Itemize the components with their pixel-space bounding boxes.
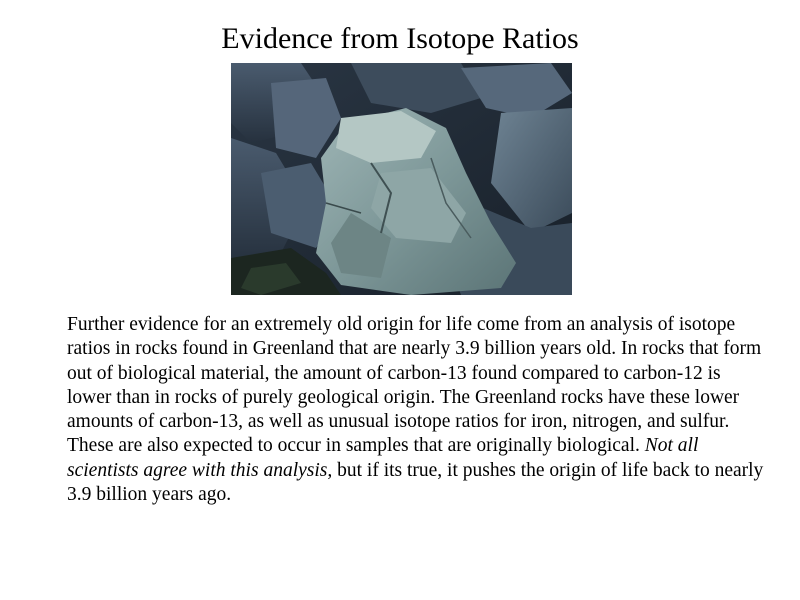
slide-body-text (67, 313, 767, 507)
slide-body-paragraph (67, 313, 767, 507)
body-text-part2: but if its true, it pushes the origin of life back to nearly 3.9 billion years ago. (67, 459, 764, 506)
greenland-rock-photo (231, 63, 572, 295)
rock-photo-illustration (231, 63, 572, 295)
body-text-part1: Further evidence for an extremely old origin for life come from an analysis of isotope ratios in rocks found in Greenland that are nearly 3.9 billion years old. In rocks that form out of biological material, the amount of carbon-13 found compared to carbon-12 is lower than in rocks of purely geological origin. The Greenland rocks have these lower amounts of carbon-13, as well as unusual isotope ratios for iron, nitrogen, and sulfur. These are also expected to occur in samples that are originally biological. (67, 314, 762, 457)
body-text-italic: Not all scientists agree with this analysis, (67, 435, 699, 481)
slide-title: Evidence from Isotope Ratios (221, 22, 579, 55)
